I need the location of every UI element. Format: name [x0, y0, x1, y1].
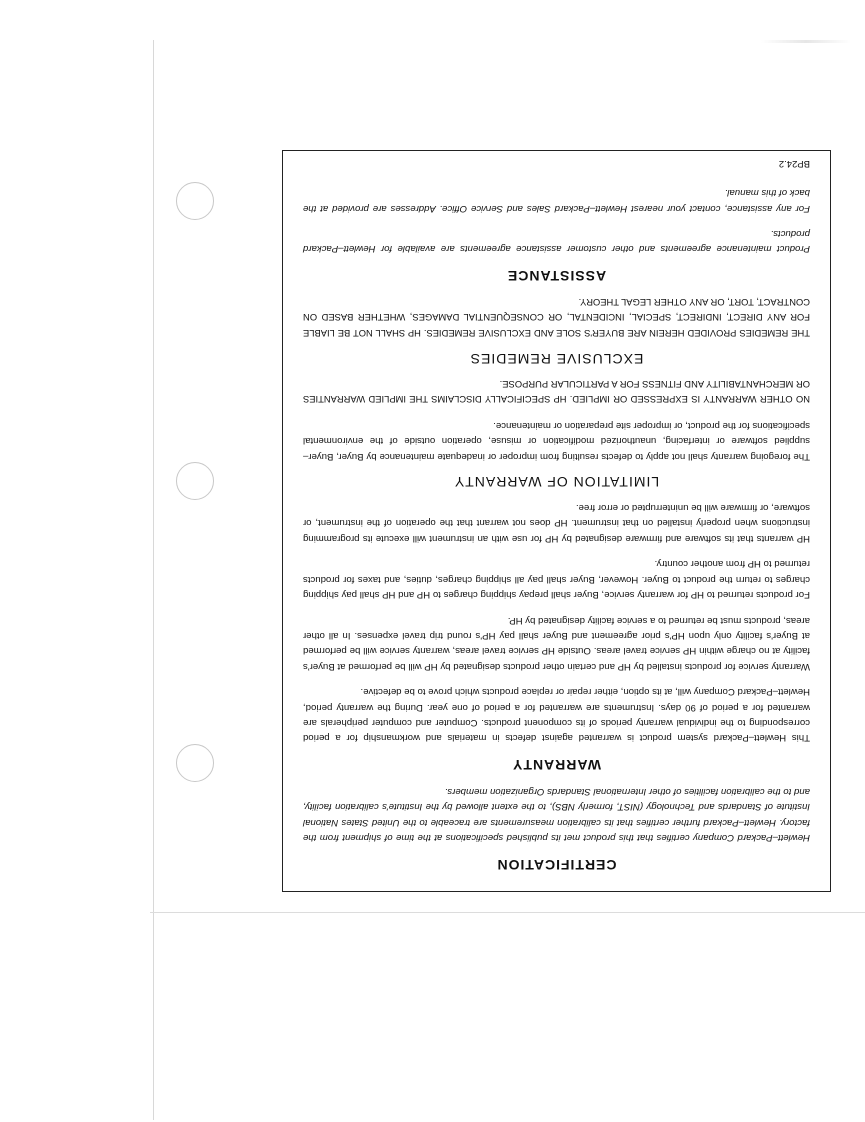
warranty-paragraph: HP warrants that its software and firmware designated by HP for use with an instrument will execute its programming instructions when properly installed on that instrument. HP does not warrant that the operation of the instrument, or software, or firmware will be uninterrupted or error free. [303, 502, 810, 544]
limitation-paragraph: The foregoing warranty shall not apply to defects resulting from improper or inadequate maintenance by Buyer, Buyer–supplied software or interfacing, unauthorized modification or misuse, operation outside of the environmental specifications for the product, or improper site preparation or maintenance. [303, 419, 810, 462]
punch-hole-top [176, 182, 214, 220]
warranty-paragraph: Warranty service for products installed by HP and certain other products designated by HP will be performed at Buyer's facility at no charge within HP service travel areas. Outside HP service travel areas, warranty service will be performed at Buyer's facility only upon HP's prior agreement and Buyer shall pay HP's round trip travel expenses. In all other areas, products must be returned to a service facility designated by HP. [303, 614, 810, 672]
binder-page-edge [153, 40, 154, 1120]
assistance-paragraph: Product maintenance agreements and other customer assistance agreements are available for Hewlett–Packard products. [303, 228, 810, 255]
remedies-paragraph: THE REMEDIES PROVIDED HEREIN ARE BUYER'S SOLE AND EXCLUSIVE REMEDIES. HP SHALL NOT BE LIABLE FOR ANY DIRECT, INDIRECT, SPECIAL, INCIDENTAL, OR CONSEQUENTIAL DAMAGES, WHETHER BASED ON CONTRACT, TORT, OR ANY OTHER LEGAL THEORY. [303, 296, 810, 339]
limitation-disclaimer: NO OTHER WARRANTY IS EXPRESSED OR IMPLIED. HP SPECIFICALLY DISCLAIMS THE IMPLIED WARRANTIES OR MERCHANTABILITY AND FITNESS FOR A PARTICULAR PURPOSE. [303, 379, 810, 406]
scan-smudge [761, 40, 851, 43]
warranty-document-frame [282, 150, 831, 892]
warranty-heading: WARRANTY [512, 757, 601, 774]
punch-hole-bottom [176, 744, 214, 782]
remedies-heading: EXCLUSIVE REMEDIES [469, 350, 644, 367]
certification-heading: CERTIFICATION [496, 857, 617, 873]
limitation-heading: LIMITATION OF WARRANTY [453, 473, 660, 490]
warranty-paragraph: For products returned to HP for warranty service, Buyer shall prepay shipping charges to HP and HP shall pay shipping charges to return the product to Buyer. However, Buyer shall pay all shipping charges, duties, and taxes for products returned to HP from another country. [303, 558, 810, 601]
document-body [283, 146, 830, 891]
punch-hole-middle [176, 462, 214, 500]
certification-text: Hewlett–Packard Company certifies that this product met its published specifications at the time of shipment from the factory. Hewlett–Packard further certifies that its calibration measurements are traceable to the United States National Institute of Standards and Technology (NIST, formerly NBS), to the extent allowed by the Institute's calibration facility, and to the calibration facilities of other International Standards Organization members. [303, 785, 810, 843]
warranty-paragraph: This Hewlett–Packard system product is warranted against defects in materials and workmanship for a period corresponding to the individual warranty periods of its component products. Computer and computer peripherals are warranted for a period of 90 days. Instruments are warranted for a period of one year. During the warranty period, Hewlett–Packard Company will, at its option, either repair or replace products which prove to be defective. [303, 686, 810, 744]
form-code: BP24.2 [778, 157, 810, 169]
assistance-heading: ASSISTANCE [506, 268, 607, 285]
assistance-paragraph: For any assistance, contact your nearest Hewlett–Packard Sales and Service Office. Addresses are provided at the back of this manual. [303, 187, 810, 214]
scan-page-edge [150, 912, 865, 913]
